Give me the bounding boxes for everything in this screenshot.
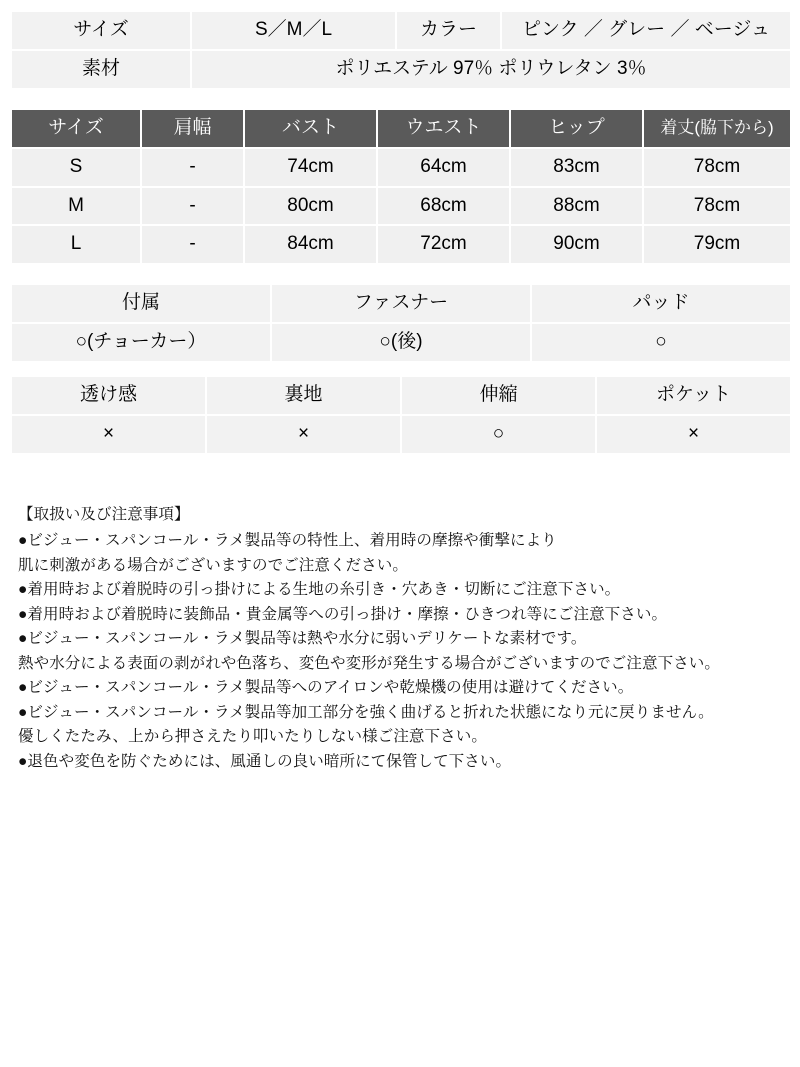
props-col-sheer: 透け感 <box>11 376 206 415</box>
table-row <box>11 50 791 89</box>
care-note-line: ●ビジュー・スパンコール・ラメ製品等は熱や水分に弱いデリケートな素材です。 <box>18 630 587 648</box>
size-row-l-length: 79cm <box>643 225 791 264</box>
size-row-s-length: 78cm <box>643 148 791 187</box>
table-row <box>11 148 791 187</box>
size-row-s-waist: 64cm <box>377 148 510 187</box>
care-note-line: ●着用時および着脱時の引っ掛けによる生地の糸引き・穴あき・切断にご注意下さい。 <box>18 581 621 599</box>
features-table <box>10 283 792 363</box>
spacer <box>10 90 790 108</box>
table-header-row <box>11 109 791 148</box>
size-col-length: 着丈(脇下から) <box>643 109 791 148</box>
size-row-m-shoulder: - <box>141 187 244 226</box>
size-row-l-waist: 72cm <box>377 225 510 264</box>
props-value-sheer: × <box>11 415 206 454</box>
summary-label-size: サイズ <box>11 11 191 50</box>
size-row-m-length: 78cm <box>643 187 791 226</box>
size-col-shoulder: 肩幅 <box>141 109 244 148</box>
care-note-line: ●退色や変色を防ぐためには、風通しの良い暗所にて保管して下さい。 <box>18 752 512 770</box>
size-row-s-size: S <box>11 148 141 187</box>
table-row <box>11 187 791 226</box>
features-value-accessory: ○(チョーカー） <box>11 323 271 362</box>
features-value-pad: ○ <box>531 323 791 362</box>
size-table <box>10 108 792 266</box>
size-row-l-shoulder: - <box>141 225 244 264</box>
size-row-s-bust: 74cm <box>244 148 377 187</box>
size-col-bust: バスト <box>244 109 377 148</box>
summary-table <box>10 10 792 90</box>
care-notes <box>18 503 790 774</box>
care-note-line: ●ビジュー・スパンコール・ラメ製品等加工部分を強く曲げると折れた状態になり元に戻りません。 <box>18 703 714 721</box>
care-notes-title: 【取扱い及び注意事項】 <box>18 505 190 523</box>
size-row-l-size: L <box>11 225 141 264</box>
care-note-line: 肌に刺激がある場合がございますのでご注意ください。 <box>18 556 409 574</box>
table-row <box>11 11 791 50</box>
care-note-line: 優しくたたみ、上から押さえたり叩いたりしない様ご注意下さい。 <box>18 728 487 746</box>
spacer <box>10 363 790 375</box>
props-col-pocket: ポケット <box>596 376 791 415</box>
care-note-line: ●着用時および着脱時に装飾品・貴金属等への引っ掛け・摩擦・ひきつれ等にご注意下さい。 <box>18 605 668 623</box>
care-note-line: ●ビジュー・スパンコール・ラメ製品等の特性上、着用時の摩擦や衝撃により <box>18 532 557 550</box>
size-row-m-size: M <box>11 187 141 226</box>
summary-value-material: ポリエステル 97％ ポリウレタン 3％ <box>191 50 791 89</box>
size-row-l-bust: 84cm <box>244 225 377 264</box>
size-col-waist: ウエスト <box>377 109 510 148</box>
size-row-m-waist: 68cm <box>377 187 510 226</box>
table-row <box>11 323 791 362</box>
features-value-zipper: ○(後) <box>271 323 531 362</box>
care-note-line: 熱や水分による表面の剥がれや色落ち、変色や変形が発生する場合がございますのでご注意下さい。 <box>18 654 721 672</box>
size-row-s-shoulder: - <box>141 148 244 187</box>
size-col-hip: ヒップ <box>510 109 643 148</box>
features-col-accessory: 付属 <box>11 284 271 323</box>
summary-value-size: S／M／L <box>191 11 396 50</box>
size-col-size: サイズ <box>11 109 141 148</box>
spacer <box>10 265 790 283</box>
features-col-zipper: ファスナー <box>271 284 531 323</box>
size-row-s-hip: 83cm <box>510 148 643 187</box>
table-row <box>11 225 791 264</box>
size-row-m-bust: 80cm <box>244 187 377 226</box>
care-note-line: ●ビジュー・スパンコール・ラメ製品等へのアイロンや乾燥機の使用は避けてください。 <box>18 679 634 697</box>
summary-label-material: 素材 <box>11 50 191 89</box>
table-row <box>11 415 791 454</box>
properties-table <box>10 375 792 455</box>
props-col-stretch: 伸縮 <box>401 376 596 415</box>
props-value-pocket: × <box>596 415 791 454</box>
features-col-pad: パッド <box>531 284 791 323</box>
size-row-m-hip: 88cm <box>510 187 643 226</box>
size-row-l-hip: 90cm <box>510 225 643 264</box>
summary-value-color: ピンク ／ グレー ／ ベージュ <box>501 11 791 50</box>
props-value-lining: × <box>206 415 401 454</box>
table-header-row <box>11 376 791 415</box>
table-header-row <box>11 284 791 323</box>
summary-label-color: カラー <box>396 11 501 50</box>
props-col-lining: 裏地 <box>206 376 401 415</box>
props-value-stretch: ○ <box>401 415 596 454</box>
